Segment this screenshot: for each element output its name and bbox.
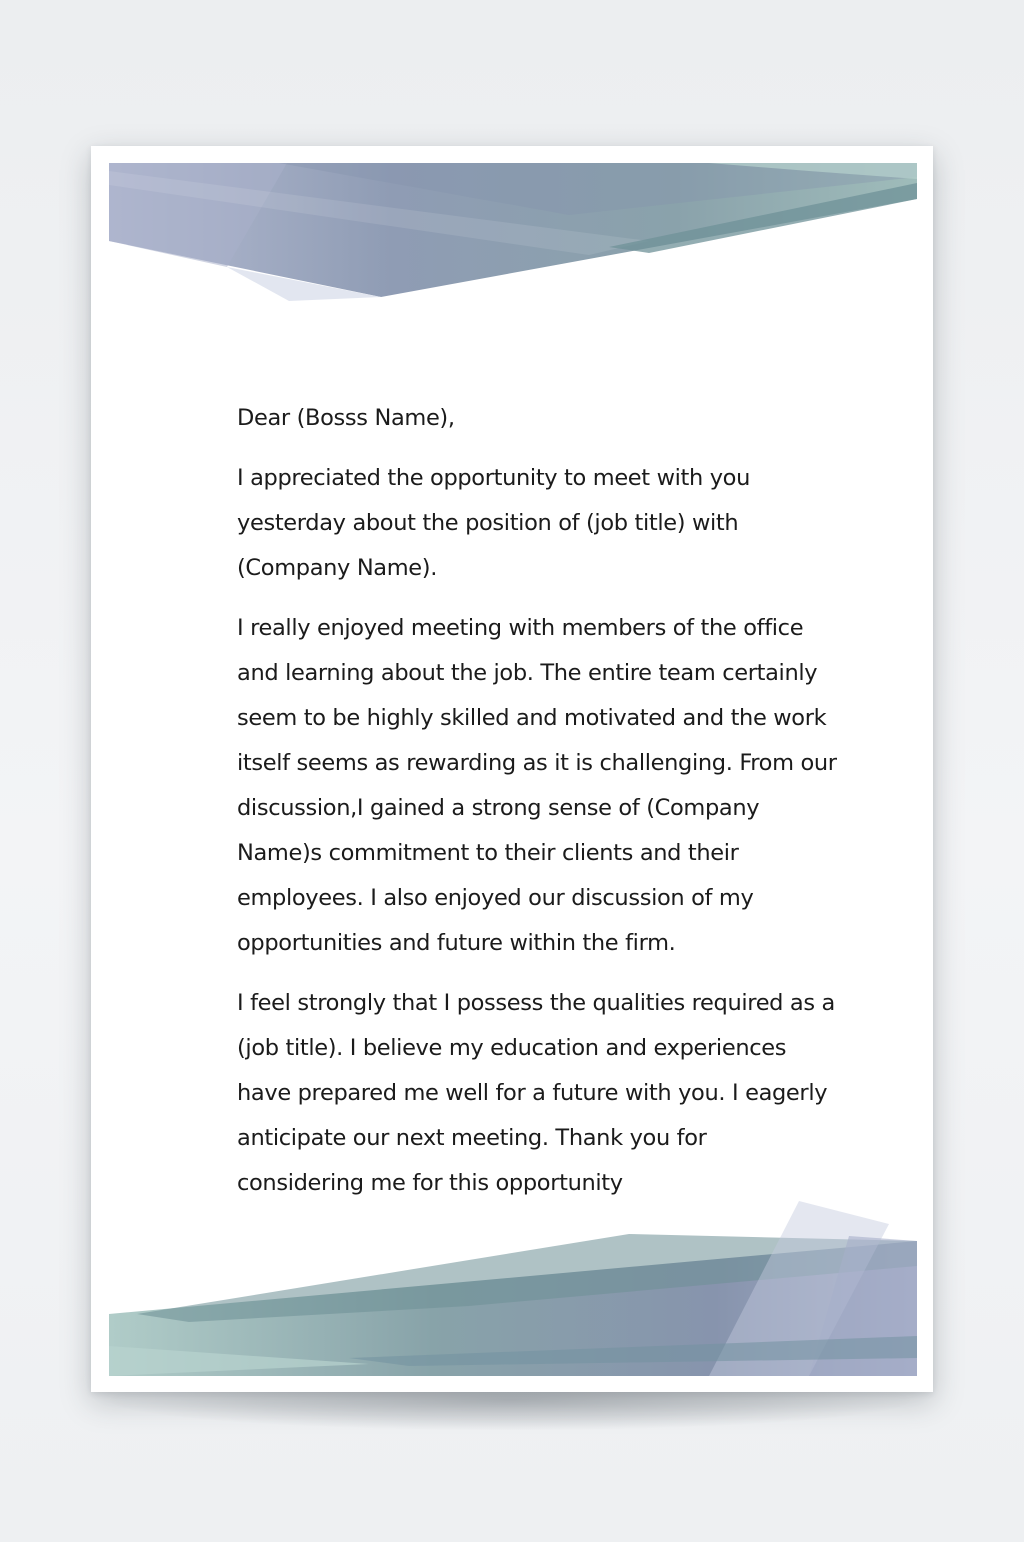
letter-paragraph: I really enjoyed meeting with members of the office and learning about the job. The entire team certainly seem to be highly skilled and motivated and the work itself seems as rewarding as it is challenging. From our discussion,I gained a strong sense of (Company Name)s commitment to their clients and their employees. I also enjoyed our discussion of my opportunities and future within the firm.	[237, 615, 837, 956]
letter-paragraph: I appreciated the opportunity to meet with you yesterday about the position of (job title) with (Company Name).	[237, 465, 751, 581]
letter-paragraph: I feel strongly that I possess the qualities required as a (job title). I believe my education and experiences have prepared me well for a future with you. I eagerly anticipate our next meeting. Thank you for considering me for this opportunity	[237, 990, 835, 1196]
header-decorative-banner	[109, 163, 917, 303]
letter-body	[237, 396, 837, 1221]
letter-page	[91, 146, 933, 1392]
letter-page-inner	[109, 163, 917, 1376]
footer-decorative-banner	[109, 1196, 917, 1376]
letter-salutation: Dear (Bosss Name),	[237, 405, 455, 431]
